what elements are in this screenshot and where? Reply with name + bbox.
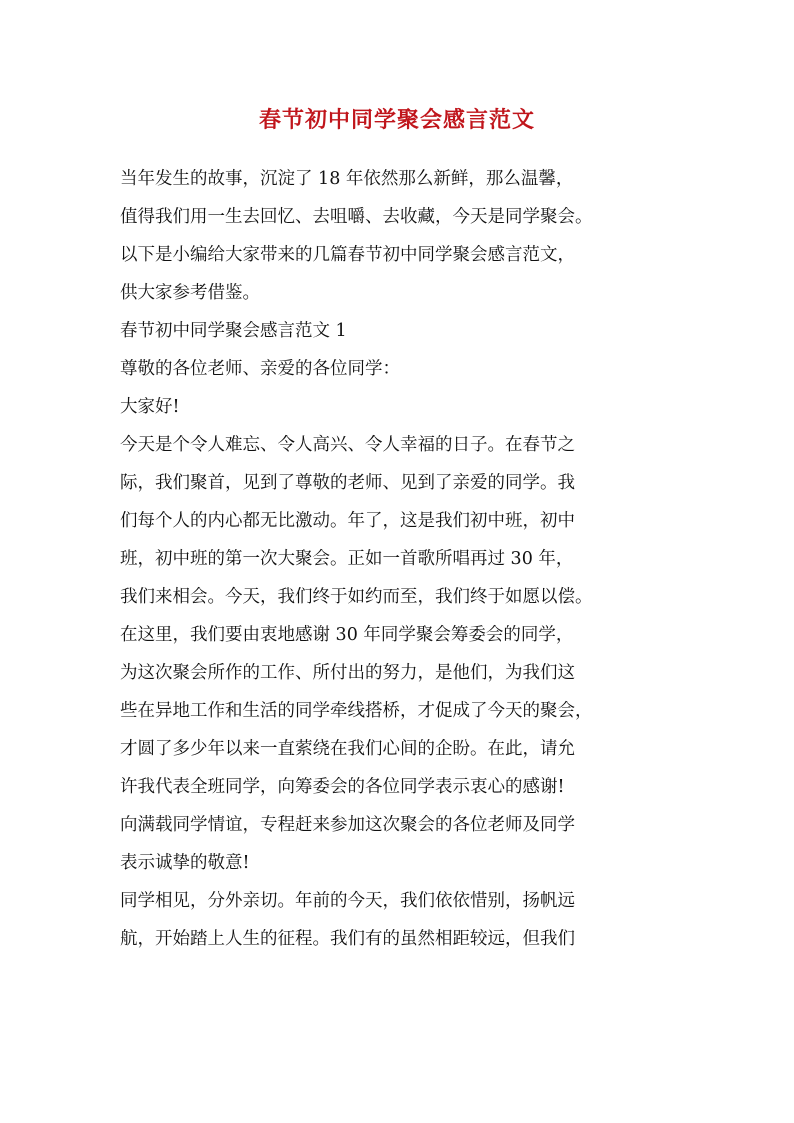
text-line: 班，初中班的第一次大聚会。正如一首歌所唱再过 30 年， <box>120 549 574 569</box>
text-line: 为这次聚会所作的工作、所付出的努力，是他们，为我们这 <box>120 663 575 683</box>
text-line: 们每个人的内心都无比激动。年了，这是我们初中班，初中 <box>120 511 575 531</box>
text-line: 许我代表全班同学，向筹委会的各位同学表示衷心的感谢! <box>120 777 565 797</box>
document-body <box>120 160 680 958</box>
text-line: 今天是个令人难忘、令人高兴、令人幸福的日子。在春节之 <box>120 435 575 455</box>
text-line: 同学相见，分外亲切。年前的今天，我们依依惜别，扬帆远 <box>120 891 575 911</box>
text-line: 些在异地工作和生活的同学牵线搭桥，才促成了今天的聚会， <box>120 701 593 721</box>
text-line: 在这里，我们要由衷地感谢 30 年同学聚会筹委会的同学， <box>120 625 574 645</box>
text-line: 供大家参考借鉴。 <box>120 283 260 303</box>
text-line: 我们来相会。今天，我们终于如约而至，我们终于如愿以偿。 <box>120 587 593 607</box>
text-line: 表示诚挚的敬意! <box>120 853 250 873</box>
text-line: 航，开始踏上人生的征程。我们有的虽然相距较远，但我们 <box>120 929 575 949</box>
document-title: 春节初中同学聚会感言范文 <box>258 107 535 133</box>
section-heading: 春节初中同学聚会感言范文 1 <box>120 321 347 341</box>
text-line: 以下是小编给大家带来的几篇春节初中同学聚会感言范文， <box>120 245 575 265</box>
text-line: 才圆了多少年以来一直萦绕在我们心间的企盼。在此，请允 <box>120 739 575 759</box>
text-line: 值得我们用一生去回忆、去咀嚼、去收藏，今天是同学聚会。 <box>120 207 593 227</box>
text-line: 际，我们聚首，见到了尊敬的老师、见到了亲爱的同学。我 <box>120 473 575 493</box>
greeting: 大家好! <box>120 397 180 417</box>
text-line: 向满载同学情谊，专程赶来参加这次聚会的各位老师及同学 <box>120 815 575 835</box>
salutation: 尊敬的各位老师、亲爱的各位同学： <box>120 359 400 379</box>
text-line: 当年发生的故事，沉淀了 18 年依然那么新鲜，那么温馨， <box>120 169 574 189</box>
